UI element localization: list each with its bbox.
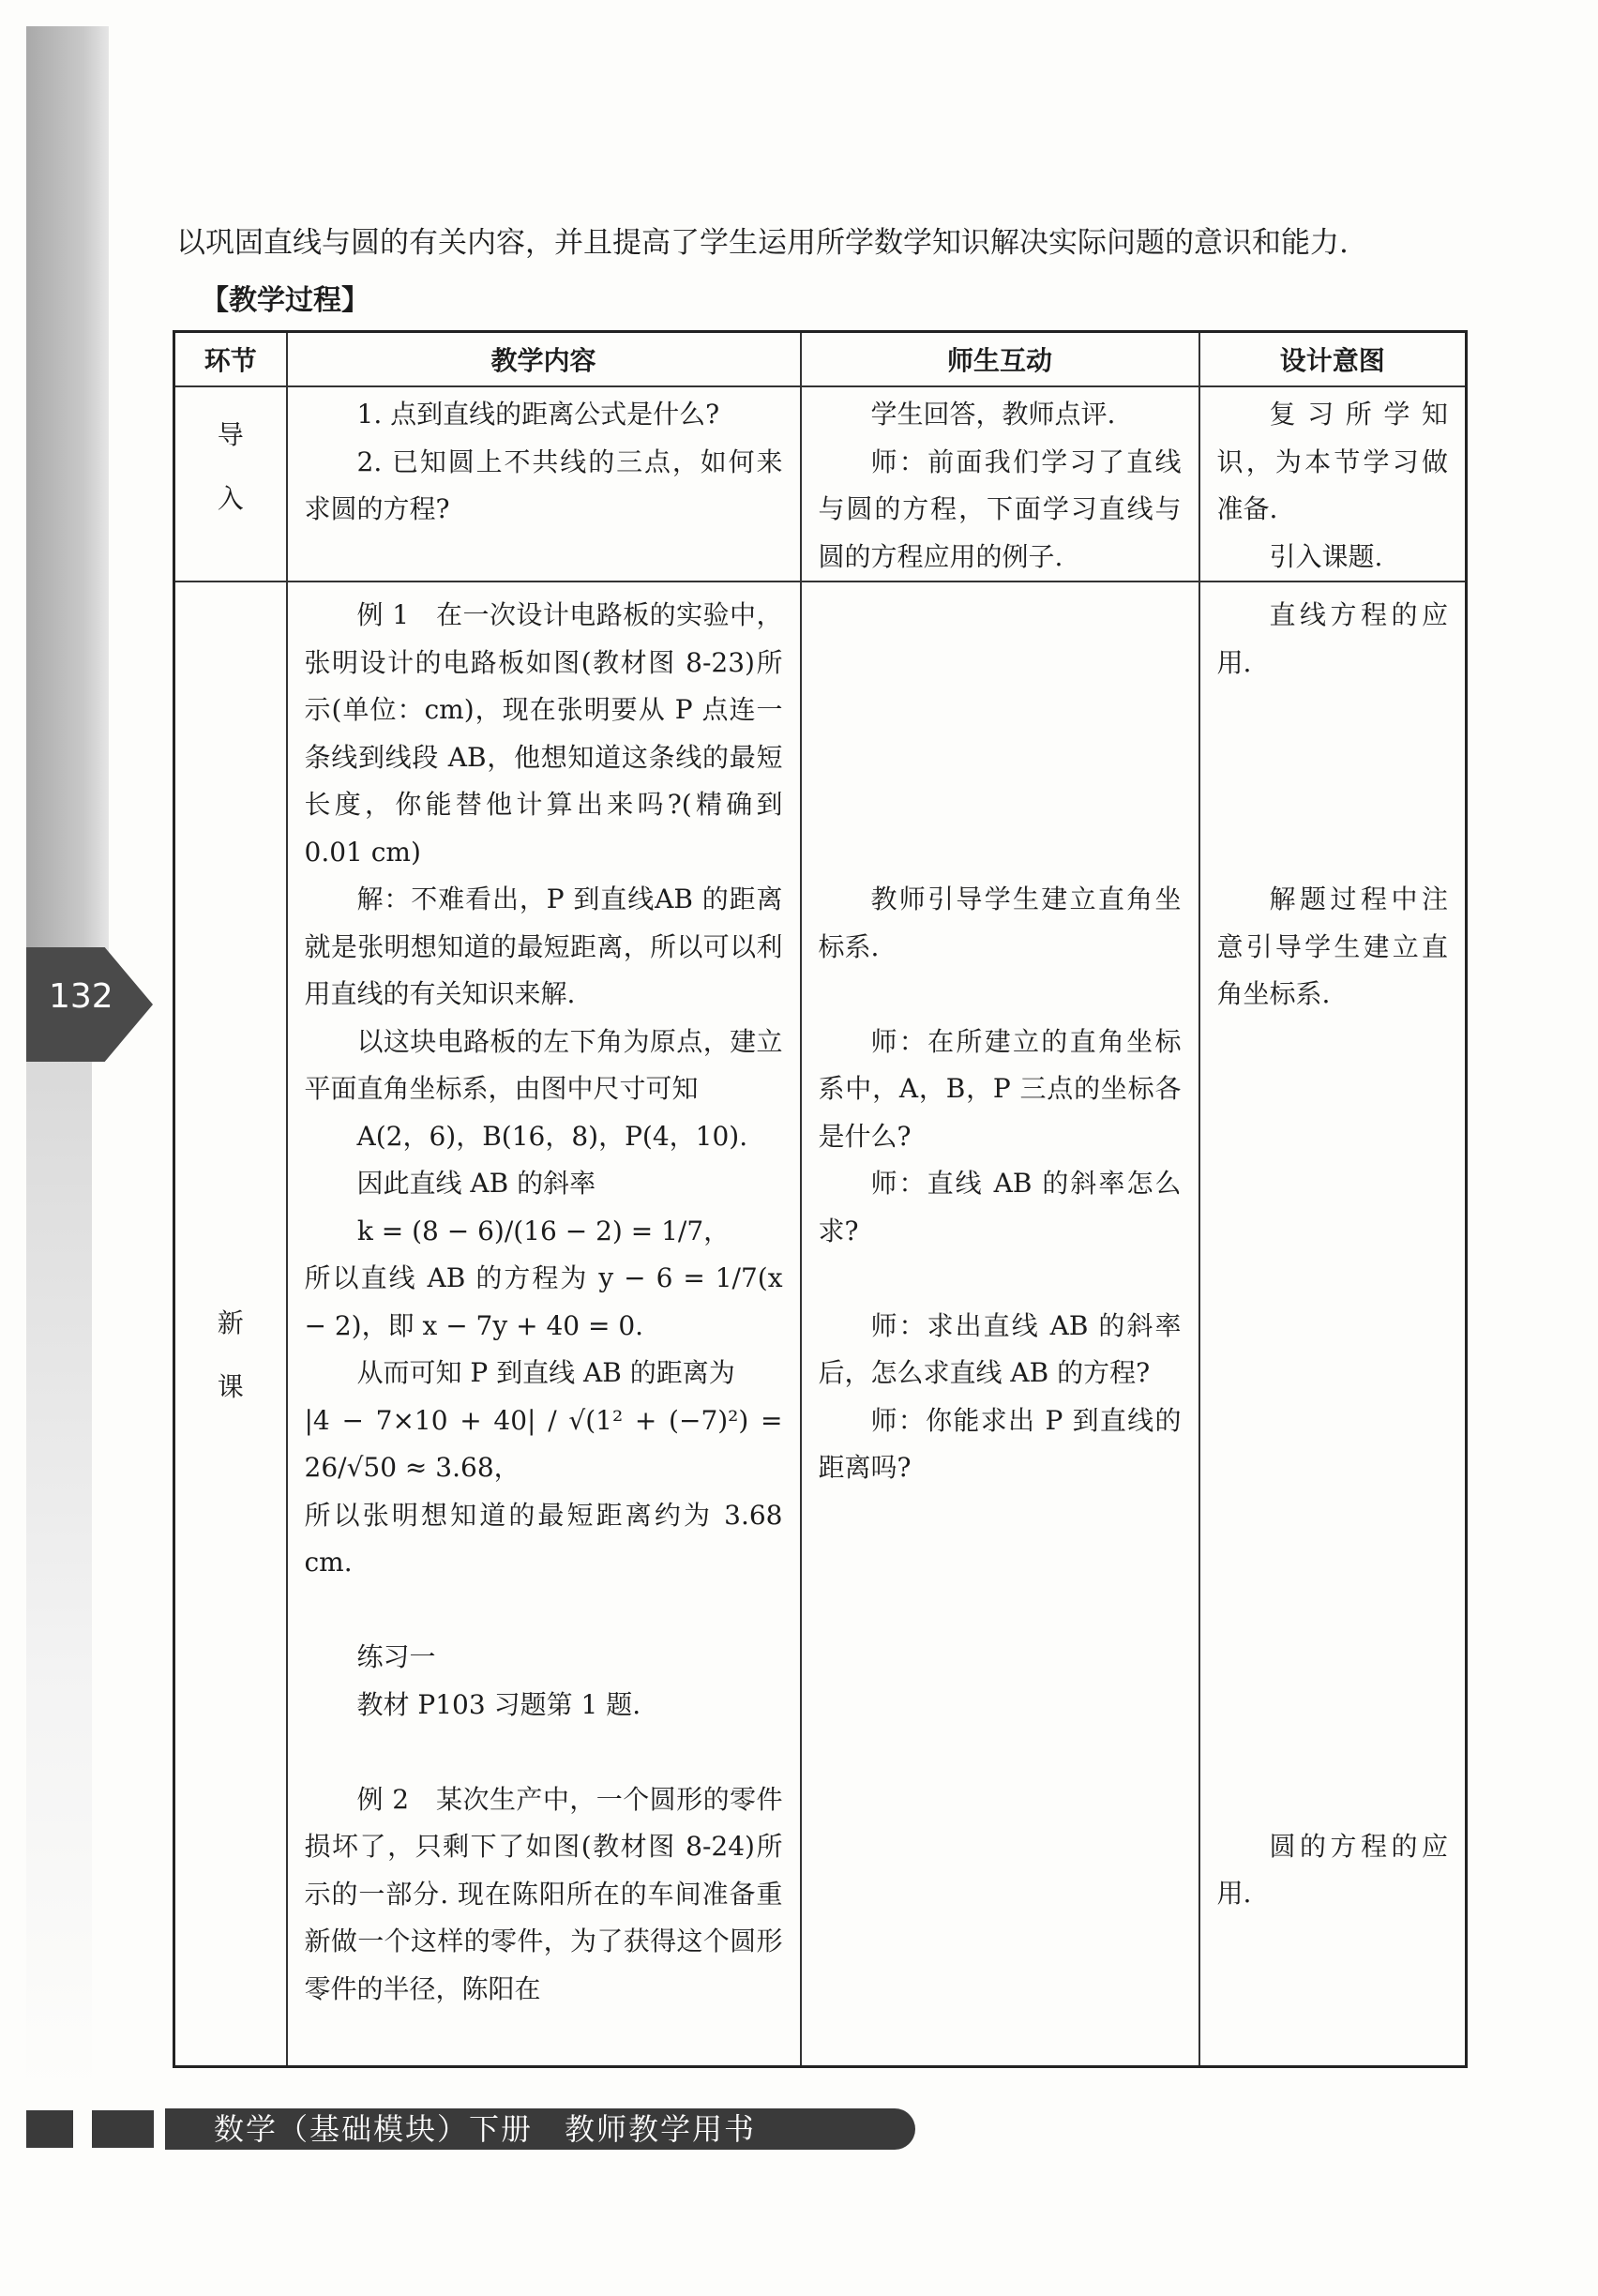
side-decor-bar bbox=[26, 26, 109, 1030]
side-decor-fade bbox=[26, 1030, 92, 2090]
intent-intro bbox=[1199, 386, 1467, 582]
example-1: 例 1 在一次设计电路板的实验中，张明设计的电路板如图(教材图 8-23)所示(单位：cm)，现在张明要从 P 点连一条线到线段 AB，他想知道这条线的最短长度，你能替他计算出来吗?(精确到 0.01 cm) bbox=[304, 599, 783, 868]
solution-1: 解：不难看出，P 到直线AB 的距离就是张明想知道的最短距离，所以可以利用直线的有关知识来解. bbox=[304, 884, 783, 1009]
spacer bbox=[1217, 1019, 1449, 1823]
coords: A(2，6)，B(16，8)，P(4，10). bbox=[356, 1120, 748, 1152]
distance-formula: |4 − 7×10 + 40| / √(1² + (−7)²) = 26/√50 ≈ 3.68， bbox=[304, 1404, 783, 1483]
interaction-text: 教师引导学生建立直角坐标系. bbox=[818, 884, 1182, 962]
stage-char: 导 bbox=[217, 419, 244, 450]
content-newlesson bbox=[287, 582, 801, 2067]
footer-title: 数学（基础模块）下册 教师教学用书 bbox=[165, 2108, 915, 2150]
table-row-newlesson bbox=[174, 582, 1467, 2067]
spacer bbox=[819, 1255, 1182, 1303]
content-intro bbox=[287, 386, 801, 582]
section-title: 【教学过程】 bbox=[201, 284, 369, 317]
intent-text: 圆的方程的应用. bbox=[1216, 1830, 1448, 1909]
intro-paragraph: 以巩固直线与圆的有关内容，并且提高了学生运用所学数学知识解决实际问题的意识和能力. bbox=[176, 226, 1349, 260]
intent-text: 直线方程的应用. bbox=[1216, 599, 1448, 678]
intent-text: 解题过程中注意引导学生建立直角坐标系. bbox=[1216, 884, 1448, 1009]
interaction-text: 师：直线 AB 的斜率怎么求? bbox=[818, 1168, 1182, 1246]
interaction-text: 师：在所建立的直角坐标系中，A，B，P 三点的坐标各是什么? bbox=[818, 1025, 1182, 1152]
line-equation: 所以直线 AB 的方程为 y − 6 = 1/7(x − 2)，即 x − 7y + 40 = 0. bbox=[304, 1262, 783, 1341]
page-number: 132 bbox=[49, 977, 113, 1016]
practice-title: 练习一 bbox=[356, 1641, 436, 1672]
coords-intro: 以这块电路板的左下角为原点，建立平面直角坐标系，由图中尺寸可知 bbox=[304, 1025, 783, 1104]
example-2: 例 2 某次生产中，一个圆形的零件损坏了，只剩下了如图(教材图 8-24)所示的一部分. 现在陈阳所在的车间准备重新做一个这样的零件，为了获得这个圆形零件的半径，陈阳在 bbox=[304, 1783, 783, 2004]
interaction-text: 师：求出直线 AB 的斜率后，怎么求直线 AB 的方程? bbox=[818, 1309, 1182, 1388]
footer-block bbox=[92, 2110, 154, 2148]
interaction-intro bbox=[801, 386, 1199, 582]
slope-formula: k = (8 − 6)/(16 − 2) = 1/7， bbox=[356, 1215, 731, 1246]
question-1: 1. 点到直线的距离公式是什么? bbox=[356, 399, 720, 430]
header-intent: 设计意图 bbox=[1199, 332, 1467, 387]
spacer bbox=[1217, 687, 1449, 876]
intent-text: 引入课题. bbox=[1269, 540, 1383, 572]
table-row-intro bbox=[174, 386, 1467, 582]
interaction-newlesson bbox=[801, 582, 1199, 2067]
question-2: 2. 已知圆上不共线的三点，如何来求圆的方程? bbox=[304, 446, 783, 524]
spacer bbox=[305, 1729, 783, 1776]
footer-block bbox=[26, 2110, 73, 2148]
interaction-text: 学生回答，教师点评. bbox=[870, 399, 1116, 430]
interaction-text: 师：你能求出 P 到直线的距离吗? bbox=[818, 1404, 1182, 1483]
distance-intro: 从而可知 P 到直线 AB 的距离为 bbox=[356, 1357, 735, 1388]
header-content: 教学内容 bbox=[287, 332, 801, 387]
spacer bbox=[819, 592, 1182, 876]
stage-char: 新 bbox=[217, 1307, 244, 1338]
stage-char: 入 bbox=[217, 483, 244, 514]
stage-intro bbox=[174, 386, 287, 582]
stage-newlesson bbox=[174, 582, 287, 2067]
header-interaction: 师生互动 bbox=[801, 332, 1199, 387]
lesson-plan-table bbox=[173, 330, 1468, 2068]
spacer bbox=[305, 1587, 783, 1635]
interaction-text: 师：前面我们学习了直线与圆的方程，下面学习直线与圆的方程应用的例子. bbox=[818, 446, 1182, 572]
practice-text: 教材 P103 习题第 1 题. bbox=[356, 1688, 641, 1720]
table-header-row bbox=[174, 332, 1467, 387]
header-stage: 环节 bbox=[174, 332, 287, 387]
intent-text: 复习所学知识，为本节学习做准备. bbox=[1216, 399, 1448, 524]
conclusion: 所以张明想知道的最短距离约为 3.68 cm. bbox=[304, 1499, 783, 1578]
intent-newlesson bbox=[1199, 582, 1467, 2067]
stage-char: 课 bbox=[217, 1371, 244, 1402]
slope-intro: 因此直线 AB 的斜率 bbox=[356, 1168, 596, 1199]
spacer bbox=[819, 971, 1182, 1019]
